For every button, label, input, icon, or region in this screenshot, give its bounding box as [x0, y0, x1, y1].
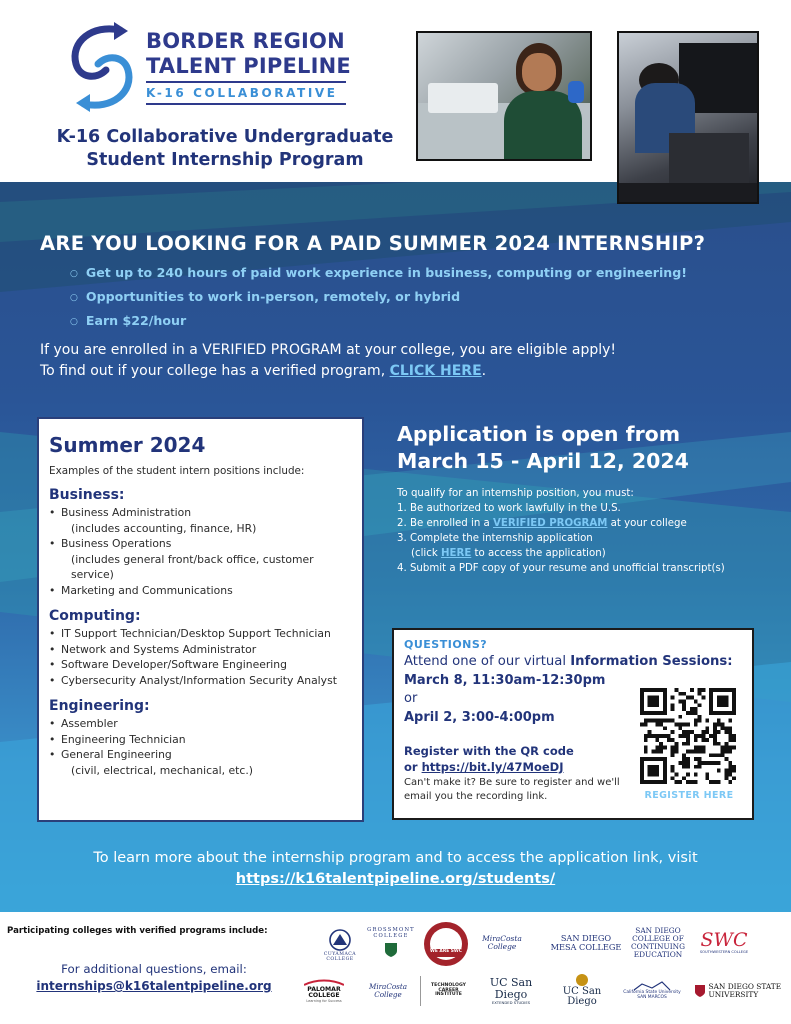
highlights-list: [70, 262, 770, 334]
sdsu-shield-icon: [694, 984, 706, 998]
list-item: • Cybersecurity Analyst/Information Security Analyst: [49, 673, 337, 687]
engineering-list: [49, 716, 352, 778]
requirement-text-suffix: at your college: [607, 518, 687, 529]
qr-code-icon[interactable]: [640, 688, 736, 784]
application-title: [397, 421, 777, 475]
swc-seal-icon: [423, 921, 469, 967]
logo-continuing-ed: SAN DIEGO COLLEGE OF CONTINUING EDUCATION: [630, 926, 685, 959]
logo-mesa: SAN DIEGO MESA COLLEGE: [550, 933, 622, 952]
ucsd-triton-icon: [575, 973, 589, 987]
info-sessions-prefix: Attend one of our virtual: [404, 654, 571, 669]
logo-cuyamaca: CUYAMACA COLLEGE: [318, 924, 362, 968]
verified-program-link[interactable]: VERIFIED PROGRAM: [493, 518, 608, 529]
info-sessions-bold: Information Sessions:: [570, 654, 733, 669]
list-item: • Marketing and Communications: [49, 583, 233, 597]
logo-miracosta-1: MiraCosta College: [482, 934, 522, 951]
program-title: K-16 Collaborative Undergraduate Student Internship Program: [56, 127, 394, 170]
contact-label: For additional questions, email:: [61, 962, 247, 976]
learn-more-text: To learn more about the internship program and to access the application link, visit: [93, 850, 698, 866]
register-here-label[interactable]: REGISTER HERE: [644, 790, 734, 801]
brand-line-1: BORDER REGION: [146, 29, 345, 53]
application-here-link[interactable]: HERE: [440, 548, 472, 559]
list-item: • Business Administration (includes accounting, finance, HR): [49, 506, 257, 535]
eligibility-text: [40, 340, 780, 382]
info-sessions-intro: [404, 654, 742, 669]
business-list: [49, 505, 352, 598]
application-title-line: March 15 - April 12, 2024: [397, 449, 689, 473]
requirement-text-prefix: 2. Be enrolled in a: [397, 518, 494, 529]
register-url-link[interactable]: https://bit.ly/47MoeDJ: [421, 760, 564, 774]
eligibility-line: If you are enrolled in a VERIFIED PROGRAM at your college, you are eligible apply!: [40, 342, 617, 358]
logo-ucsd: UC San Diego: [552, 970, 612, 1010]
recording-note: Can't make it? Be sure to register and we'll email you the recording link.: [404, 777, 620, 802]
logo-southwestern: SWC SOUTHWESTERN COLLEGE: [699, 929, 749, 955]
list-item: • Engineering Technician: [49, 732, 186, 746]
requirement-text-suffix: to access the application): [471, 548, 606, 559]
list-item: • Software Developer/Software Engineering: [49, 658, 288, 671]
requirement-subitem: [397, 546, 787, 561]
grossmont-shield-icon: [384, 942, 398, 958]
requirements-intro: To qualify for an internship position, you must:: [397, 488, 634, 499]
summer-subtitle: Examples of the student intern positions include:: [49, 465, 305, 477]
session-or: or: [404, 691, 418, 706]
pipeline-arrows-icon: [62, 22, 142, 112]
category-title-business: Business:: [49, 487, 125, 503]
cuyamaca-emblem-icon: [329, 929, 351, 951]
category-title-engineering: Engineering:: [49, 698, 150, 714]
qualification-requirements: [397, 486, 787, 576]
questions-label: QUESTIONS?: [404, 638, 488, 651]
contact-email-link[interactable]: internships@k16talentpipeline.org: [36, 979, 272, 993]
brand-tagline: K-16 COLLABORATIVE: [146, 86, 338, 100]
logo-miracosta-2: MiraCosta College: [368, 982, 408, 999]
computing-list: [49, 626, 352, 688]
summer-positions-box: [37, 417, 364, 822]
questions-box: [392, 628, 754, 820]
list-item: • General Engineering (civil, electrical, mechanical, etc.): [49, 748, 253, 777]
photo-student-lab: [416, 31, 592, 161]
brand-logo[interactable]: [62, 22, 362, 112]
brand-line-2: TALENT PIPELINE: [146, 54, 351, 78]
summer-title: Summer 2024: [49, 433, 206, 457]
page-footer: [0, 912, 791, 1024]
application-title-line: Application is open from: [397, 422, 681, 446]
requirement-item: [397, 516, 787, 531]
register-prefix: or: [404, 760, 422, 774]
brand-divider: [146, 81, 346, 83]
brand-divider: [146, 103, 346, 105]
requirement-item: 1. Be authorized to work lawfully in the U.S.: [397, 503, 621, 514]
register-line: Register with the QR code: [404, 744, 574, 758]
highlight-item: ○ Opportunities to work in-person, remotely, or hybrid: [70, 286, 770, 310]
colleges-label: Participating colleges with verified programs include:: [7, 926, 268, 936]
verified-program-link[interactable]: CLICK HERE: [389, 363, 482, 379]
learn-more: [20, 848, 771, 890]
logo-ucsd-extended: UC San Diego EXTENDED STUDIES: [489, 976, 533, 1005]
highlight-item: ○ Earn $22/hour: [70, 310, 770, 334]
logo-palomar: PALOMAR COLLEGE Learning for Success: [293, 974, 355, 1008]
photo-student-computer: [617, 31, 759, 204]
category-title-computing: Computing:: [49, 608, 141, 624]
logo-sdsu: SAN DIEGO STATE UNIVERSITY: [690, 978, 786, 1004]
session-date-2: April 2, 3:00-4:00pm: [404, 710, 555, 725]
list-item: • Network and Systems Administrator: [49, 642, 257, 656]
requirement-item: 4. Submit a PDF copy of your resume and unofficial transcript(s): [397, 563, 725, 574]
eligibility-text-suffix: .: [481, 363, 487, 379]
logo-tci: TECHNOLOGY CAREER INSTITUTE: [420, 976, 476, 1006]
page-header: [0, 0, 791, 182]
list-item: • IT Support Technician/Desktop Support Technician: [49, 627, 331, 640]
list-item: • Assembler: [49, 717, 118, 730]
requirement-item: 3. Complete the internship application: [397, 533, 593, 544]
logo-grossmont: GROSSMONT COLLEGE: [365, 920, 417, 966]
eligibility-text-prefix: To find out if your college has a verified program,: [40, 363, 390, 379]
logo-swc-seal: WE ARE SWC: [422, 920, 470, 968]
session-date-1: March 8, 11:30am-12:30pm: [404, 673, 606, 688]
logo-csusm: California State University SAN MARCOS: [618, 974, 686, 1008]
eligibility-line: [40, 361, 780, 382]
requirement-text-prefix: (click: [411, 548, 441, 559]
list-item: • Business Operations (includes general front/back office, customer service): [49, 537, 314, 581]
headline: ARE YOU LOOKING FOR A PAID SUMMER 2024 INTERNSHIP?: [40, 232, 706, 255]
students-page-link[interactable]: https://k16talentpipeline.org/students/: [235, 871, 556, 887]
highlight-item: ○ Get up to 240 hours of paid work experience in business, computing or engineering!: [70, 262, 770, 286]
